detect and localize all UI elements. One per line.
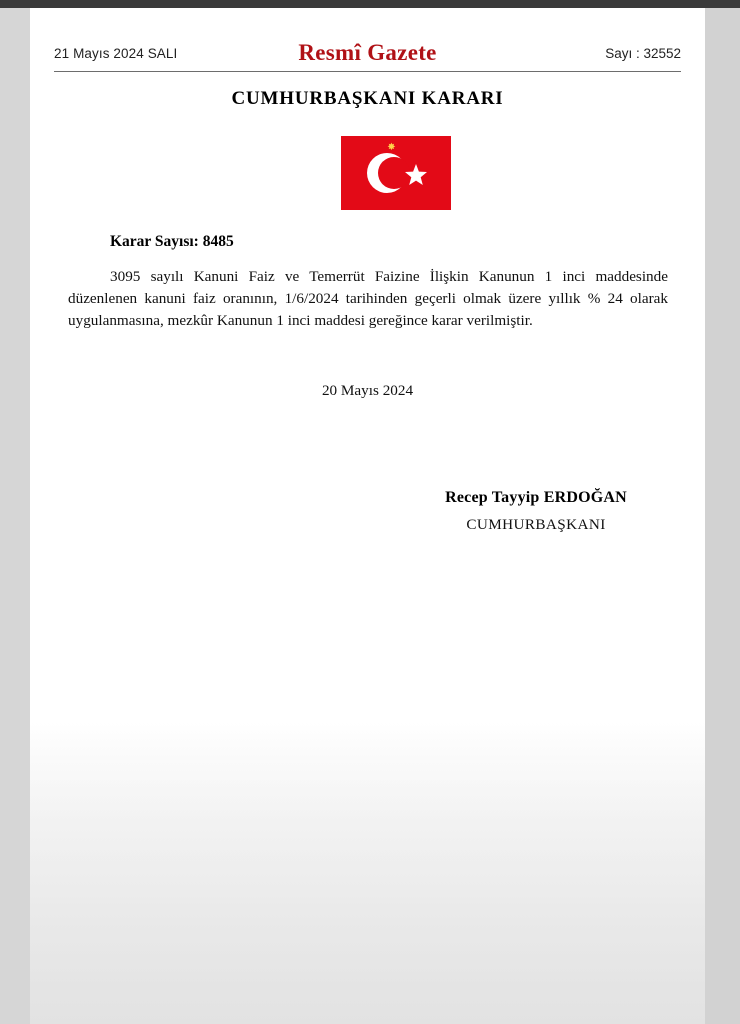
top-bar	[0, 0, 740, 8]
decision-body-text: 3095 sayılı Kanuni Faiz ve Temerrüt Faizine İlişkin Kanunun 1 inci maddesinde düzenlenen kanuni faiz oranının, 1/6/2024 tarihinden geçerli olmak üzere yıllık % 24 olarak uygulanmasına, mezkûr Kanunun 1 inci maddesi gereğince karar verilmiştir.	[68, 268, 668, 329]
document-page-content	[30, 8, 705, 1024]
left-gutter	[0, 8, 30, 1024]
turkish-flag-icon	[341, 136, 451, 210]
page-title: CUMHURBAŞKANI KARARI	[231, 88, 504, 109]
masthead-date: 21 Mayıs 2024 SALI	[54, 46, 178, 61]
decision-date: 20 Mayıs 2024	[321, 382, 414, 399]
decision-number: Karar Sayısı: 8485	[110, 233, 234, 250]
masthead-divider	[54, 71, 681, 72]
signature-name: Recep Tayyip ERDOĞAN	[445, 489, 627, 506]
masthead-issue-number: Sayı : 32552	[605, 46, 681, 61]
masthead-title: Resmî Gazete	[298, 40, 437, 65]
signature-title: CUMHURBAŞKANI	[466, 516, 606, 533]
right-gutter	[705, 8, 740, 1024]
masthead	[54, 40, 681, 72]
document-page	[30, 8, 705, 1024]
page-bottom-fade	[30, 724, 705, 1024]
flag-top-star-icon: ✸	[387, 142, 396, 153]
